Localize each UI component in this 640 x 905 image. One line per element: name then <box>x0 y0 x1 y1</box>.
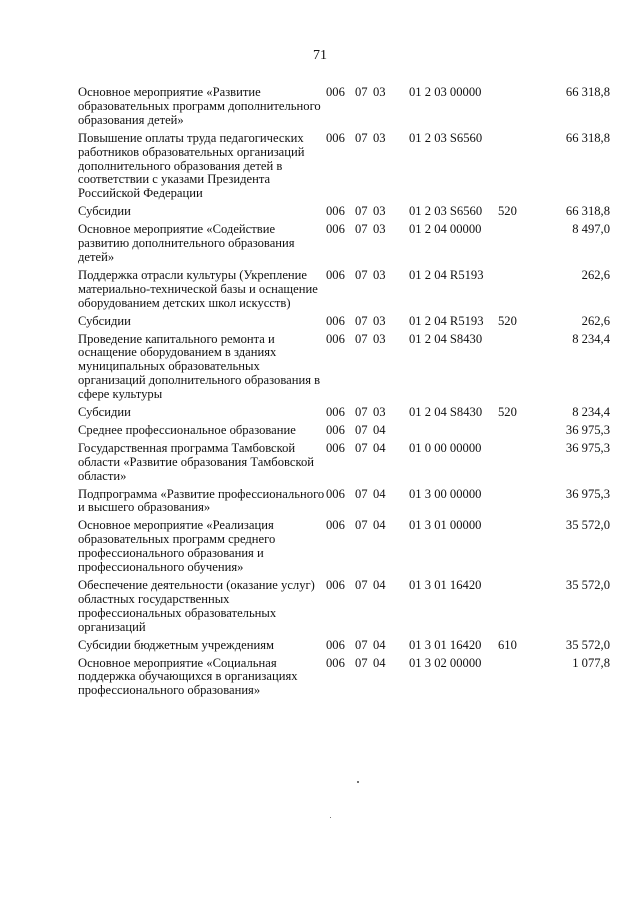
row-grbs: 006 <box>326 405 345 420</box>
row-name: Повышение оплаты труда педагогических работников образовательных организаций дополнительного образования детей в соответствии с указами Президента Российской Федерации <box>78 130 305 201</box>
table-row <box>78 132 610 202</box>
row-expense-type <box>498 519 536 575</box>
row-grbs: 006 <box>326 313 345 328</box>
row-target-code: 01 2 04 S8430 <box>409 331 483 346</box>
row-name: Субсидии <box>78 313 131 328</box>
row-section: 07 <box>355 85 368 99</box>
row-expense-type <box>498 269 536 311</box>
row-expense-type <box>498 657 536 699</box>
row-expense-type <box>498 223 536 265</box>
scan-speck <box>330 817 331 818</box>
row-name: Обеспечение деятельности (оказание услуг) областных государственных профессиональных образовательных организаций <box>78 578 315 634</box>
row-target-code: 01 3 00 00000 <box>409 486 482 501</box>
row-grbs: 006 <box>326 85 345 99</box>
row-expense-type: 610 <box>498 637 517 652</box>
row-section: 07 <box>355 486 368 501</box>
row-expense-type <box>498 86 536 128</box>
row-target-code: 01 0 00 00000 <box>409 440 482 455</box>
row-target-code: 01 3 01 16420 <box>409 578 482 592</box>
scan-speck <box>357 781 359 783</box>
row-name: Основное мероприятие «Содействие развитию дополнительного образования детей» <box>78 222 295 264</box>
row-grbs: 006 <box>326 331 345 346</box>
row-name: Субсидии <box>78 405 131 420</box>
row-grbs: 006 <box>326 422 345 437</box>
row-name: Основное мероприятие «Социальная поддержка обучающихся в организациях профессионального образования» <box>78 655 298 698</box>
row-amount: 262,6 <box>581 313 610 328</box>
table-row <box>78 519 610 575</box>
row-expense-type <box>498 488 536 516</box>
row-name: Поддержка отрасли культуры (Укрепление материально-технической базы и оснащение оборудованием детских школ искусств) <box>78 267 318 310</box>
row-amount: 66 318,8 <box>565 85 610 99</box>
table-row <box>78 315 610 329</box>
table-row <box>78 442 610 484</box>
row-grbs: 006 <box>326 222 345 237</box>
row-amount: 1 077,8 <box>572 655 610 670</box>
row-subsection: 04 <box>373 440 386 455</box>
row-target-code: 01 3 02 00000 <box>409 655 482 670</box>
page-number: 71 <box>313 48 327 63</box>
table-row <box>78 86 610 128</box>
row-expense-type <box>498 579 536 635</box>
row-target-code: 01 2 03 S6560 <box>409 204 483 219</box>
row-name: Подпрограмма «Развитие профессионального и высшего образования» <box>78 486 325 515</box>
row-name: Основное мероприятие «Реализация образовательных программ среднего профессионального образования и профессионального обучения» <box>78 518 276 575</box>
table-row <box>78 579 610 635</box>
row-name: Проведение капитального ремонта и оснащение оборудованием в зданиях муниципальных образовательных организаций дополнительного образования в сфере культуры <box>78 331 321 402</box>
row-section: 07 <box>355 313 368 328</box>
row-grbs: 006 <box>326 637 345 652</box>
row-section: 07 <box>355 422 368 437</box>
table-row <box>78 657 610 699</box>
row-subsection: 03 <box>373 313 386 328</box>
table-row <box>78 269 610 311</box>
row-amount: 8 234,4 <box>572 405 610 420</box>
row-expense-type: 520 <box>498 313 517 328</box>
row-target-code: 01 3 01 00000 <box>409 518 482 533</box>
row-subsection: 04 <box>373 655 386 670</box>
table-row <box>78 424 610 438</box>
row-name: Субсидии <box>78 204 131 219</box>
row-amount: 35 572,0 <box>565 637 610 652</box>
row-grbs: 006 <box>326 518 345 533</box>
row-subsection: 03 <box>373 267 386 282</box>
table-row <box>78 205 610 219</box>
row-name: Основное мероприятие «Развитие образовательных программ дополнительного образования детей» <box>78 85 321 127</box>
row-target-code: 01 2 04 S8430 <box>409 405 483 420</box>
table-row <box>78 488 610 516</box>
table-row <box>78 639 610 653</box>
row-grbs: 006 <box>326 204 345 219</box>
row-expense-type <box>498 424 536 438</box>
row-subsection: 03 <box>373 204 386 219</box>
row-subsection: 03 <box>373 130 386 145</box>
table-row <box>78 333 610 403</box>
row-amount: 66 318,8 <box>565 130 610 145</box>
row-subsection: 04 <box>373 486 386 501</box>
row-target-code: 01 2 03 S6560 <box>409 130 483 145</box>
row-expense-type: 520 <box>498 405 517 420</box>
row-amount: 36 975,3 <box>565 422 610 437</box>
row-expense-type <box>498 132 536 202</box>
row-expense-type <box>498 333 536 403</box>
table-row <box>78 223 610 265</box>
row-amount: 262,6 <box>581 267 610 282</box>
row-grbs: 006 <box>326 130 345 145</box>
row-target-code: 01 2 04 R5193 <box>409 267 484 282</box>
row-subsection: 03 <box>373 331 386 346</box>
row-section: 07 <box>355 518 368 533</box>
row-subsection: 03 <box>373 222 386 237</box>
row-amount: 36 975,3 <box>565 440 610 455</box>
row-section: 07 <box>355 637 368 652</box>
row-grbs: 006 <box>326 578 345 592</box>
row-section: 07 <box>355 204 368 219</box>
row-section: 07 <box>355 405 368 420</box>
row-subsection: 04 <box>373 518 386 533</box>
row-target-code: 01 2 03 00000 <box>409 85 482 99</box>
row-expense-type: 520 <box>498 204 517 219</box>
row-name: Среднее профессиональное образование <box>78 422 296 437</box>
table-row <box>78 406 610 420</box>
row-section: 07 <box>355 130 368 145</box>
row-amount: 8 497,0 <box>572 222 610 237</box>
row-grbs: 006 <box>326 486 345 501</box>
row-target-code: 01 2 04 00000 <box>409 222 482 237</box>
row-section: 07 <box>355 331 368 346</box>
row-section: 07 <box>355 578 368 592</box>
row-name: Субсидии бюджетным учреждениям <box>78 637 274 652</box>
row-amount: 35 572,0 <box>565 578 610 592</box>
row-target-code: 01 3 01 16420 <box>409 637 482 652</box>
row-subsection: 03 <box>373 405 386 420</box>
row-amount: 35 572,0 <box>565 518 610 533</box>
row-amount: 66 318,8 <box>565 204 610 219</box>
row-target-code <box>409 424 498 438</box>
budget-table <box>78 86 610 702</box>
row-grbs: 006 <box>326 440 345 455</box>
row-amount: 36 975,3 <box>565 486 610 501</box>
row-grbs: 006 <box>326 655 345 670</box>
row-name: Государственная программа Тамбовской области «Развитие образования Тамбовской области» <box>78 440 314 483</box>
row-section: 07 <box>355 267 368 282</box>
row-subsection: 04 <box>373 578 386 592</box>
row-target-code: 01 2 04 R5193 <box>409 313 484 328</box>
row-section: 07 <box>355 222 368 237</box>
row-section: 07 <box>355 440 368 455</box>
row-subsection: 04 <box>373 637 386 652</box>
row-subsection: 04 <box>373 422 386 437</box>
row-section: 07 <box>355 655 368 670</box>
row-amount: 8 234,4 <box>572 331 610 346</box>
row-subsection: 03 <box>373 85 386 99</box>
row-grbs: 006 <box>326 267 345 282</box>
row-expense-type <box>498 442 536 484</box>
